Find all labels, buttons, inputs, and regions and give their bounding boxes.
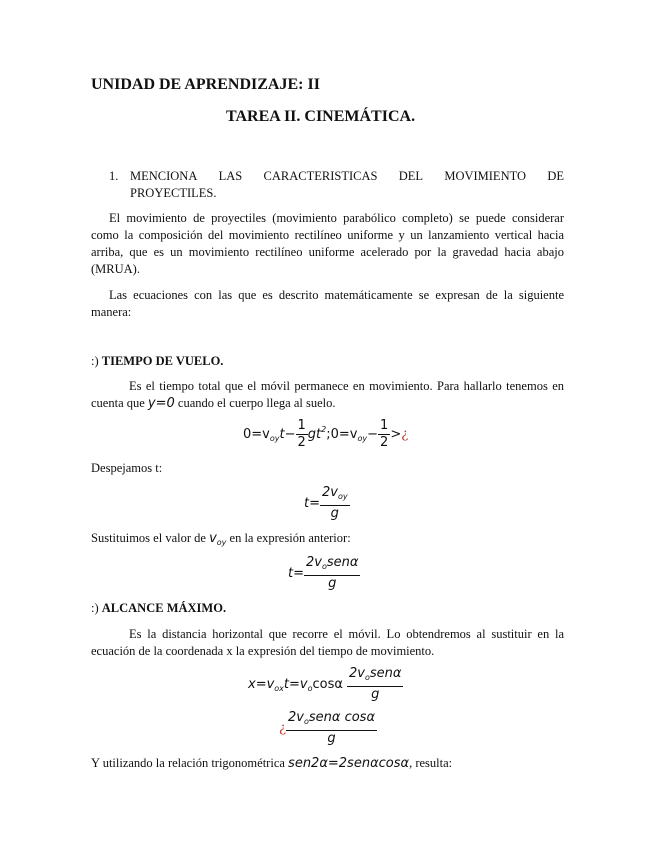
unit-heading: UNIDAD DE APRENDIZAJE: II [91,76,320,93]
section-tiempo-heading [91,353,223,370]
fraction [320,485,350,522]
fraction [296,418,308,451]
tiempo-text-before: Es el tiempo total que el móvil permanece en movimiento. Para hallarlo tenemos en cuenta que [91,379,564,410]
error-glyph: ¿ [401,427,409,442]
eq-part: t− [279,427,296,442]
frac-den: g [328,576,337,591]
frac-num-tail: senα [326,555,359,570]
equation-vuelo [243,418,408,451]
eq-sub: oy [269,434,280,443]
question-line-2: PROYECTILES. [130,186,217,200]
smiley-prefix: :) [91,601,99,615]
equation-x [248,666,403,703]
frac-num: 1 [297,418,306,433]
eq-sub: ox [274,684,284,693]
frac-num: 2v [306,555,322,570]
sustituimos-text-after: en la expresión anterior: [229,531,351,545]
eq-part: 0=v [243,427,270,442]
eq-sub: oy [337,492,348,501]
q-word: LAS [218,169,243,183]
fraction [378,418,390,451]
frac-den: g [327,731,336,746]
final-line [91,755,452,772]
paragraph-alcance: Es la distancia horizontal que recorre el móvil. Lo obtendremos al sustituir en la ecuación de la coordenada x la expresión del tiempo de movimiento. [91,627,564,658]
eq-sub: o [303,717,309,726]
eq-part: − [367,427,379,442]
eq-part: t= [288,566,304,581]
error-glyph: ¿ [279,721,286,736]
q-word: DE [547,169,564,183]
question-line-1 [130,168,564,185]
eq-sub: o [307,684,313,693]
q-word: CARACTERISTICAS [263,169,378,183]
paragraph-ecuaciones: Las ecuaciones con las que es descrito matemáticamente se expresan de la siguiente manera: [91,288,564,319]
fraction [286,710,377,747]
eq-part: gt [307,427,322,442]
section-alcance-heading [91,600,226,617]
frac-num: 2v [287,710,304,725]
final-text-after: , resulta: [409,756,453,770]
question-number: 1. [109,169,119,183]
eq-sub: oy [216,538,227,547]
frac-num: 2v [322,485,338,500]
frac-den: 2 [297,435,306,450]
paragraph-tiempo [91,378,564,412]
frac-num: 2v [348,666,365,681]
sustituimos-line [91,530,351,551]
eq-part: t= [304,496,320,511]
eq-part: ;0=v [326,427,358,442]
q-word: DEL [398,169,424,183]
final-text: Y utilizando la relación trigonométrica [91,756,285,770]
section-title: ALCANCE MÁXIMO. [101,601,227,615]
task-title: TAREA II. CINEMÁTICA. [226,108,416,125]
frac-den: g [371,687,380,702]
q-word: MENCIONA [130,169,198,183]
eq-part: > [390,427,402,442]
frac-den: 2 [380,435,389,450]
eq-sup: 2 [321,425,327,434]
equation-t-sen [288,555,360,592]
eq-part: t=v [283,677,308,692]
despejamos-label: Despejamos t: [91,461,163,475]
section-title: TIEMPO DE VUELO. [101,354,224,368]
q-word: MOVIMIENTO [444,169,527,183]
var-v: v [209,531,217,546]
smiley-prefix: :) [91,354,99,368]
frac-num: 1 [380,418,389,433]
paragraph-proyectiles: El movimiento de proyectiles (movimiento parabólico completo) se puede considerar como la composición del movimiento rectilíneo uniforme y un lanzamiento vertical hacia arriba, que es un movimiento rectilíneo uniforme acelerado por la gravedad hacia abajo (MRUA). [91,211,564,276]
eq-sub: o [321,562,327,571]
equation-continued [279,710,377,747]
fraction [347,666,403,703]
condition-math: y=0 [147,396,175,411]
frac-num-tail: senα cosα [308,710,376,725]
eq-sub: oy [357,434,368,443]
frac-den: g [330,506,339,521]
tiempo-text-after: cuando el cuerpo llega al suelo. [177,396,336,410]
trig-identity: sen2α=2senαcosα [288,756,410,771]
eq-sub: o [364,673,370,682]
fraction [304,555,360,592]
equation-t-voy [304,485,350,522]
sustituimos-text: Sustituimos el valor de [91,531,206,545]
eq-part: x=v [248,677,275,692]
frac-num-tail: senα [369,666,402,681]
eq-part: cosα [312,677,343,692]
